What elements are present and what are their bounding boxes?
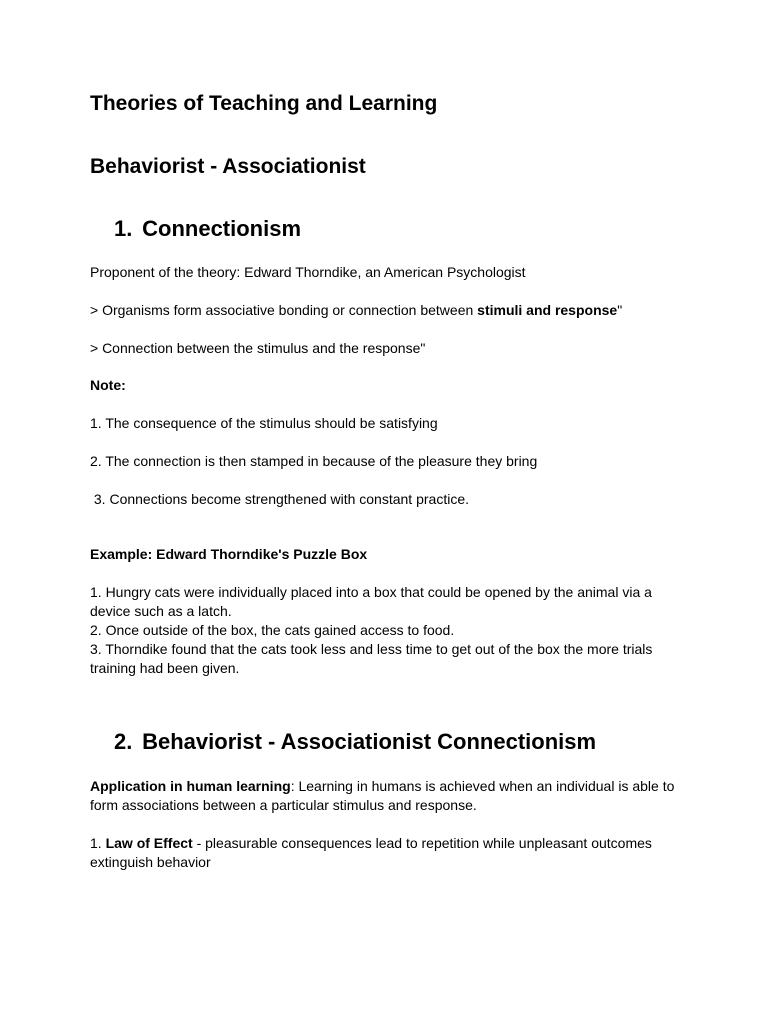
point-2: > Connection between the stimulus and the response" [90, 340, 426, 356]
application-label: Application in human learning [90, 778, 291, 794]
example-item-2: 2. Once outside of the box, the cats gained access to food. [90, 622, 455, 638]
document-title: Theories of Teaching and Learning [90, 92, 438, 115]
proponent-text: Proponent of the theory: Edward Thorndike, an American Psychologist [90, 264, 526, 280]
law-label: Law of Effect [105, 835, 193, 851]
document-subtitle: Behaviorist - Associationist [90, 155, 366, 178]
example-heading: Example: Edward Thorndike's Puzzle Box [90, 546, 368, 562]
note-label: Note: [90, 377, 126, 393]
law-text: - pleasurable consequences lead to repetition while unpleasant outcomes extinguish behavior [90, 835, 652, 870]
note-item-2: 2. The connection is then stamped in because of the pleasure they bring [90, 453, 538, 469]
section1-heading-text: Connectionism [142, 216, 302, 241]
section1-number: 1. [114, 216, 133, 241]
example-item-3: 3. Thorndike found that the cats took less and less time to get out of the box the more trials training had been given. [90, 641, 653, 676]
note-item-1: 1. The consequence of the stimulus should be satisfying [90, 415, 438, 431]
section1-heading [114, 216, 301, 242]
point-1-suffix: " [617, 302, 623, 318]
law-of-effect-paragraph [90, 834, 680, 872]
section2-number: 2. [114, 729, 133, 754]
section2-heading [114, 729, 596, 755]
example-item-1: 1. Hungry cats were individually placed into a box that could be opened by the animal via a device such as a latch. [90, 584, 652, 619]
application-text: : Learning in humans is achieved when an individual is able to form associations between a particular stimulus and response. [90, 778, 675, 813]
note-item-3: 3. Connections become strengthened with constant practice. [90, 491, 469, 507]
law-prefix: 1. [90, 835, 106, 851]
section2-heading-text: Behaviorist - Associationist Connectionism [142, 729, 597, 754]
point-1 [90, 301, 622, 320]
point-1-prefix: > Organisms form associative bonding or connection between [90, 302, 478, 318]
point-1-bold: stimuli and response [477, 302, 618, 318]
application-paragraph [90, 777, 680, 815]
